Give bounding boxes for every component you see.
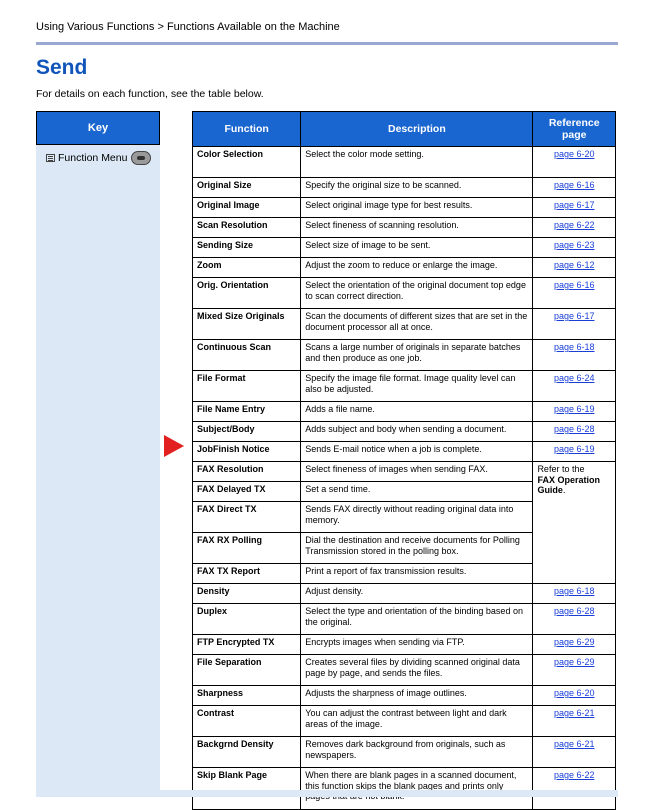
function-description: Select size of image to be sent.	[301, 238, 533, 258]
table-row	[193, 442, 616, 462]
table-row	[193, 462, 616, 482]
function-description: Adjust the zoom to reduce or enlarge the image.	[301, 258, 533, 278]
function-column-header: Function	[193, 112, 301, 147]
function-description: Print a report of fax transmission results.	[301, 564, 533, 584]
function-description: Scans a large number of originals in separate batches and then produce as one job.	[301, 340, 533, 371]
function-description: You can adjust the contrast between light and dark areas of the image.	[301, 706, 533, 737]
reference-page-link[interactable]: page 6-19	[553, 404, 595, 414]
table-row	[193, 655, 616, 686]
function-name: Density	[193, 584, 301, 604]
breadcrumb: Using Various Functions > Functions Available on the Machine	[36, 21, 340, 33]
intro-text: For details on each function, see the table below.	[36, 88, 264, 100]
reference-page-link[interactable]: page 6-29	[553, 657, 595, 667]
header-rule	[36, 42, 618, 45]
function-description: Select original image type for best results.	[301, 198, 533, 218]
function-description: When there are blank pages in a scanned document, this function skips the blank pages and prints only	[301, 768, 533, 810]
function-description: Sends E-mail notice when a job is complete.	[301, 442, 533, 462]
reference-cell	[533, 768, 616, 810]
reference-cell	[533, 422, 616, 442]
function-description: Select fineness of images when sending FAX.	[301, 462, 533, 482]
reference-page-link[interactable]: page 6-22	[553, 770, 595, 780]
reference-cell	[533, 371, 616, 402]
function-description: Select fineness of scanning resolution.	[301, 218, 533, 238]
functions-table	[192, 111, 616, 810]
fax-guide-reference	[533, 462, 616, 584]
reference-cell	[533, 340, 616, 371]
function-name: Sharpness	[193, 686, 301, 706]
function-name: FAX Delayed TX	[193, 482, 301, 502]
table-row	[193, 686, 616, 706]
fax-guide-title: FAX Operation Guide	[537, 474, 600, 495]
reference-cell	[533, 635, 616, 655]
function-name: JobFinish Notice	[193, 442, 301, 462]
function-name: Sending Size	[193, 238, 301, 258]
key-column	[36, 111, 160, 797]
table-row	[193, 198, 616, 218]
function-name: Backgrnd Density	[193, 737, 301, 768]
table-header-row	[193, 112, 616, 147]
reference-page-link[interactable]: page 6-24	[553, 373, 595, 383]
function-description: Set a send time.	[301, 482, 533, 502]
key-header: Key	[36, 111, 160, 145]
table-row	[193, 706, 616, 737]
function-name: FAX RX Polling	[193, 533, 301, 564]
reference-page-link[interactable]: page 6-28	[553, 424, 595, 434]
function-name: FTP Encrypted TX	[193, 635, 301, 655]
function-description: Adjusts the sharpness of image outlines.	[301, 686, 533, 706]
function-description: Select the type and orientation of the binding based on the original.	[301, 604, 533, 635]
function-description: Select the color mode setting.	[301, 147, 533, 178]
function-name: Scan Resolution	[193, 218, 301, 238]
function-description: Adds a file name.	[301, 402, 533, 422]
reference-cell	[533, 278, 616, 309]
reference-page-link[interactable]: page 6-16	[553, 280, 595, 290]
function-name: FAX Resolution	[193, 462, 301, 482]
function-name: Original Image	[193, 198, 301, 218]
reference-cell	[533, 737, 616, 768]
reference-page-link[interactable]: page 6-17	[553, 311, 595, 321]
reference-cell	[533, 442, 616, 462]
function-description: Adds subject and body when sending a document.	[301, 422, 533, 442]
reference-page-link[interactable]: page 6-29	[553, 637, 595, 647]
function-description: Removes dark background from originals, such as newspapers.	[301, 737, 533, 768]
function-name: Duplex	[193, 604, 301, 635]
reference-page-link[interactable]: page 6-22	[553, 220, 595, 230]
reference-page-link[interactable]: page 6-20	[553, 149, 595, 159]
function-name: File Separation	[193, 655, 301, 686]
function-description: Select the orientation of the original document top edge to scan correct direction.	[301, 278, 533, 309]
function-description: Specify the original size to be scanned.	[301, 178, 533, 198]
table-row	[193, 402, 616, 422]
table-row	[193, 278, 616, 309]
reference-page-link[interactable]: page 6-18	[553, 342, 595, 352]
table-row	[193, 147, 616, 178]
table-row	[193, 258, 616, 278]
function-description: Adjust density.	[301, 584, 533, 604]
reference-cell	[533, 706, 616, 737]
function-description: Scan the documents of different sizes that are set in the document processor all at once.	[301, 309, 533, 340]
function-description: Encrypts images when sending via FTP.	[301, 635, 533, 655]
fax-ref-suffix: .	[562, 485, 566, 495]
reference-cell	[533, 655, 616, 686]
reference-page-link[interactable]: page 6-20	[553, 688, 595, 698]
key-item-function-menu	[46, 151, 151, 165]
table-row	[193, 178, 616, 198]
reference-cell	[533, 258, 616, 278]
function-name: File Format	[193, 371, 301, 402]
reference-page-link[interactable]: page 6-19	[553, 444, 595, 454]
function-name: Mixed Size Originals	[193, 309, 301, 340]
reference-page-link[interactable]: page 6-18	[553, 586, 595, 596]
function-name: Orig. Orientation	[193, 278, 301, 309]
reference-page-link[interactable]: page 6-12	[553, 260, 595, 270]
key-column-footer	[36, 790, 618, 797]
table-row	[193, 340, 616, 371]
function-name: Continuous Scan	[193, 340, 301, 371]
function-name: FAX TX Report	[193, 564, 301, 584]
function-menu-key-icon	[131, 151, 151, 165]
reference-cell	[533, 198, 616, 218]
function-description: Specify the image file format. Image quality level can also be adjusted.	[301, 371, 533, 402]
table-row	[193, 371, 616, 402]
function-description: Creates several files by dividing scanned original data page by page, and sends the files.	[301, 655, 533, 686]
reference-page-link[interactable]: page 6-17	[553, 200, 595, 210]
reference-cell	[533, 686, 616, 706]
reference-page-link[interactable]: page 6-23	[553, 240, 595, 250]
reference-column-header: Reference page	[533, 112, 616, 147]
red-arrow-icon	[164, 435, 184, 457]
key-item-label: Function Menu	[58, 152, 128, 164]
page-title: Send	[36, 56, 88, 79]
reference-cell	[533, 584, 616, 604]
reference-cell	[533, 147, 616, 178]
table-row	[193, 604, 616, 635]
table-row	[193, 422, 616, 442]
reference-page-link[interactable]: page 6-21	[553, 739, 595, 749]
reference-page-link[interactable]: page 6-21	[553, 708, 595, 718]
function-name: Zoom	[193, 258, 301, 278]
table-row	[193, 737, 616, 768]
table-row	[193, 635, 616, 655]
function-name: FAX Direct TX	[193, 502, 301, 533]
function-name: Subject/Body	[193, 422, 301, 442]
function-name: Skip Blank Page	[193, 768, 301, 810]
table-row	[193, 218, 616, 238]
function-name: Color Selection	[193, 147, 301, 178]
table-row	[193, 309, 616, 340]
description-column-header: Description	[301, 112, 533, 147]
reference-page-link[interactable]: page 6-28	[553, 606, 595, 616]
reference-cell	[533, 309, 616, 340]
table-row	[193, 584, 616, 604]
function-name: Original Size	[193, 178, 301, 198]
reference-cell	[533, 218, 616, 238]
table-row	[193, 768, 616, 810]
menu-list-icon	[46, 154, 55, 162]
fax-ref-prefix: Refer to the	[537, 464, 585, 474]
function-name: File Name Entry	[193, 402, 301, 422]
table-row	[193, 238, 616, 258]
function-description: Sends FAX directly without reading original data into memory.	[301, 502, 533, 533]
function-name: Contrast	[193, 706, 301, 737]
reference-page-link[interactable]: page 6-16	[553, 180, 595, 190]
function-description: Dial the destination and receive documents for Polling Transmission stored in the polling box.	[301, 533, 533, 564]
reference-cell	[533, 238, 616, 258]
reference-cell	[533, 402, 616, 422]
reference-cell	[533, 178, 616, 198]
reference-cell	[533, 604, 616, 635]
